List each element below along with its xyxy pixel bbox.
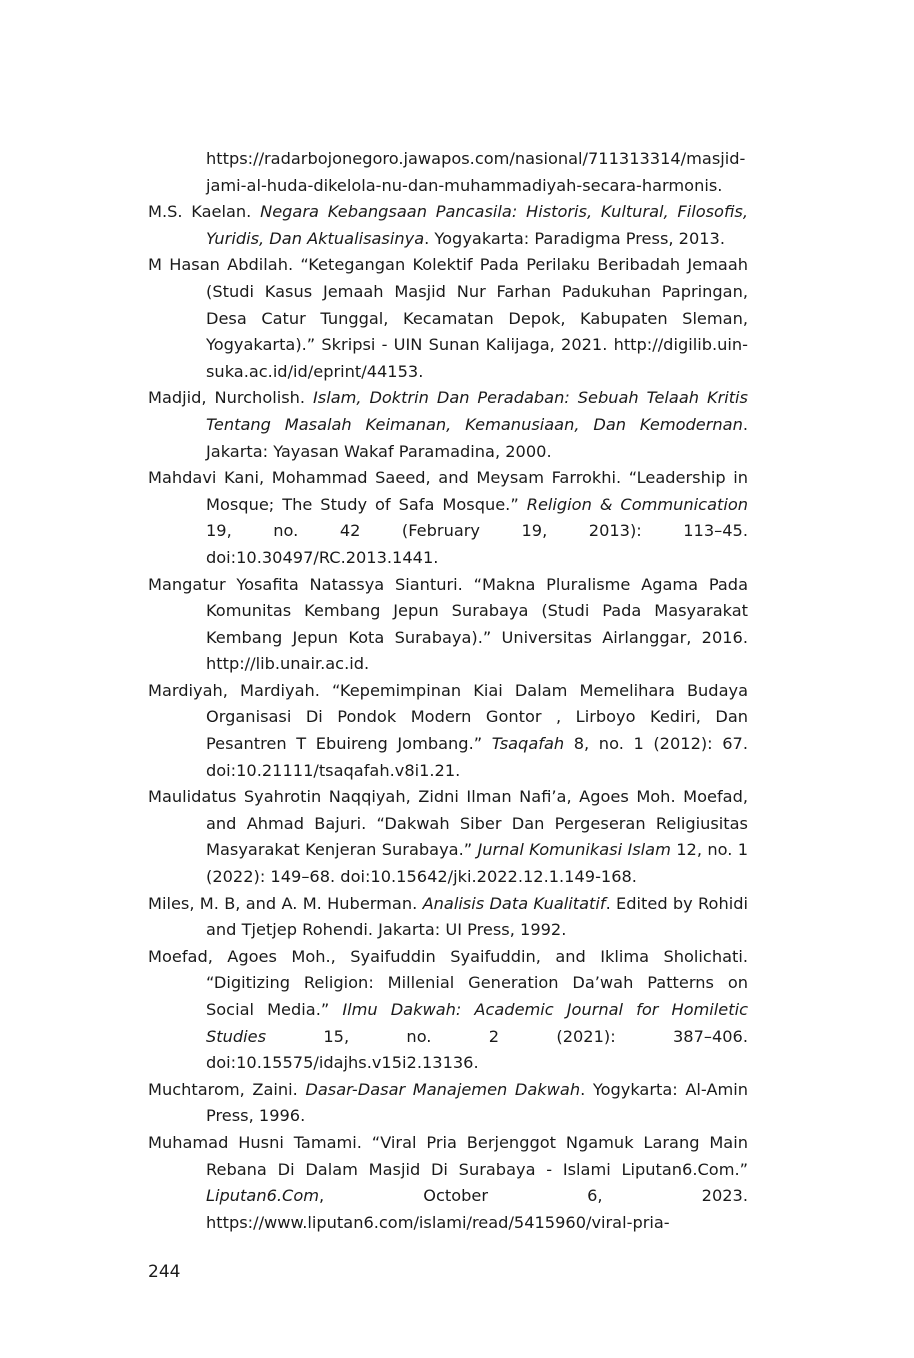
bibliography-entry [148,784,748,890]
entry-title: Negara Kebangsaan Pancasila: Historis, Kultural, Filosofis, Yuridis, Dan Aktualisasinya [206,202,748,248]
entry-website: Liputan6.Com [206,1186,319,1206]
entry-journal: Jurnal Komunikasi Islam [477,840,671,860]
bibliography-entry [148,1077,748,1130]
entry-author: M.S. Kaelan. [148,202,261,222]
entry-title: Analisis Data Kualitatif [422,893,606,913]
bibliography-entry [148,385,748,465]
entry-author: Miles, M. B, and A. M. Huberman. [148,893,423,913]
bibliography-entry [148,891,748,944]
entry-publication: . Yogykarta: Al-Amin Press, 1996. [206,1079,748,1126]
entry-author: Moefad, Agoes Moh., Syaifuddin Syaifuddin, and Iklima Sholichati. “Digitizing Religion: Millenial Generation Da’wah Patterns on Social Media.” [148,946,748,1019]
bibliography-entry [148,678,748,784]
entry-publication: . Edited by Rohidi and Tjetjep Rohendi. Jakarta: UI Press, 1992. [206,893,748,940]
bibliography-entry [148,252,748,385]
entry-journal: Ilmu Dakwah: Academic Journal for Homiletic Studies [206,1000,748,1046]
entry-author: Muhamad Husni Tamami. “Viral Pria Berjenggot Ngamuk Larang Main Rebana Di Dalam Masjid Di Surabaya - Islami Liputan6.Com.” [148,1132,748,1179]
entry-publication: , October 6, 2023. https://www.liputan6.com/islami/read/5415960/viral-pria- [206,1186,748,1232]
entry-text: Mangatur Yosafita Natassya Sianturi. “Makna Pluralisme Agama Pada Komunitas Kembang Jepun Surabaya (Studi Pada Masyarakat Kembang Jepun Kota Surabaya).” Universitas Airlanggar, 2016. http://lib.unair.ac.id. [148,574,748,674]
entry-author: Mardiyah, Mardiyah. “Kepemimpinan Kiai Dalam Memelihara Budaya Organisasi Di Pondok Modern Gontor , Lirboyo Kediri, Dan Pesantren T Ebuireng Jombang.” [148,680,748,754]
entry-title: Dasar-Dasar Manajemen Dakwah [305,1079,581,1099]
entry-journal: Tsaqafah [491,734,565,754]
entry-title: Islam, Doktrin Dan Peradaban: Sebuah Telaah Kritis Tentang Masalah Keimanan, Kemanusiaan, Dan Kemodernan [206,388,748,434]
entry-publication: 12, no. 1 (2022): 149–68. doi:10.15642/jki.2022.12.1.149-168. [206,840,748,887]
entry-author: Mahdavi Kani, Mohammad Saeed, and Meysam Farrokhi. “Leadership in Mosque; The Study of Safa Mosque.” [148,468,748,514]
entry-author: Muchtarom, Zaini. [148,1079,306,1099]
page-number: 244 [148,1262,181,1282]
entry-author: Madjid, Nurcholish. [148,388,313,408]
bibliography-list [148,146,748,1236]
bibliography-entry [148,944,748,1077]
bibliography-entry [148,465,748,571]
bibliography-entry [148,1130,748,1236]
entry-journal: Religion & Communication [526,494,749,514]
entry-publication: 19, no. 42 (February 19, 2013): 113–45. doi:10.30497/RC.2013.1441. [206,521,748,567]
bibliography-entry [148,146,748,199]
entry-publication: 8, no. 1 (2012): 67. doi:10.21111/tsaqafah.v8i1.21. [206,734,748,780]
entry-author: Maulidatus Syahrotin Naqqiyah, Zidni Ilman Nafi’a, Agoes Moh. Moefad, and Ahmad Bajuri. “Dakwah Siber Dan Pergeseran Religiusitas Masyarakat Kenjeran Surabaya.” [148,787,748,860]
bibliography-entry [148,199,748,252]
entry-text: M Hasan Abdilah. “Ketegangan Kolektif Pada Perilaku Beribadah Jemaah (Studi Kasus Jemaah Masjid Nur Farhan Padukuhan Papringan, Desa Catur Tunggal, Kecamatan Depok, Kabupaten Sleman, Yogyakarta).” Skripsi - UIN Sunan Kalijaga, 2021. http://digilib.uin-suka.ac.id/id/eprint/44153. [148,255,748,381]
bibliography-entry [148,572,748,678]
entry-publication: . Yogyakarta: Paradigma Press, 2013. [424,228,726,248]
entry-text: https://radarbojonegoro.jawapos.com/nasional/711313314/masjid-jami-al-huda-dikelola-nu-dan-muhammadiyah-secara-harmonis. [206,149,746,195]
entry-publication: 15, no. 2 (2021): 387–406. doi:10.15575/idajhs.v15i2.13136. [206,1026,748,1073]
entry-publication: . Jakarta: Yayasan Wakaf Paramadina, 2000. [206,414,748,461]
